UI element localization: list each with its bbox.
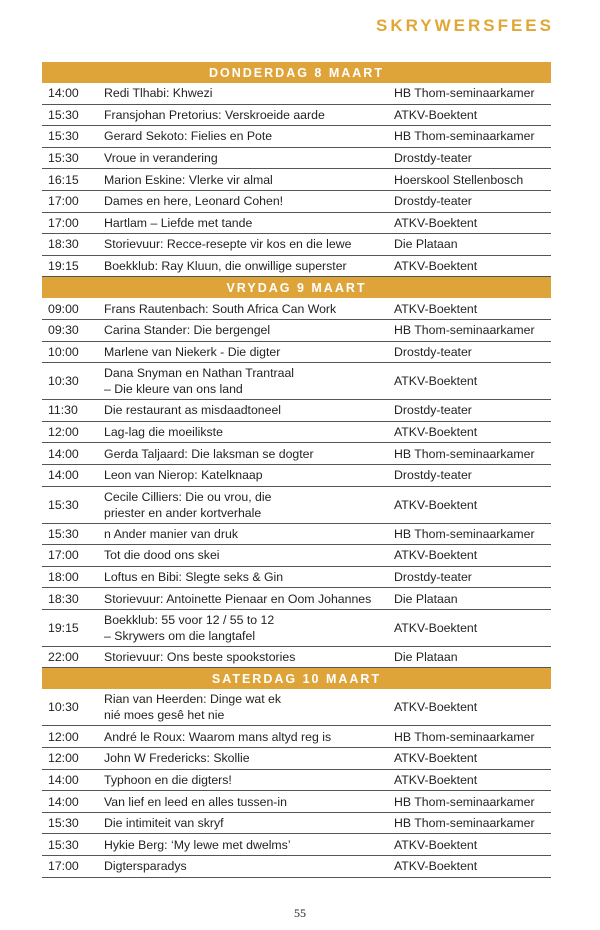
day-header: SATERDAG 10 MAART — [42, 668, 551, 689]
event-venue: HB Thom-seminaarkamer — [394, 129, 535, 144]
event-time: 14:00 — [48, 772, 79, 787]
schedule-row — [42, 443, 551, 465]
event-title: Boekklub: Ray Kluun, die onwillige superster — [104, 259, 347, 274]
schedule-row — [42, 813, 551, 835]
schedule-row — [42, 545, 551, 567]
event-time: 18:30 — [48, 591, 79, 606]
event-title: Fransjohan Pretorius: Verskroeide aarde — [104, 107, 325, 122]
event-venue: ATKV-Boektent — [394, 751, 478, 766]
schedule-row — [42, 487, 551, 524]
schedule-row — [42, 689, 551, 726]
event-title: Loftus en Bibi: Slegte seks & Gin — [104, 569, 284, 584]
section-title: SKRYWERSFEES — [375, 16, 554, 35]
festival-schedule — [42, 62, 551, 878]
event-title: Dana Snyman en Nathan Trantraal – Die kleure van ons land — [104, 366, 295, 397]
event-time: 19:15 — [48, 620, 79, 635]
event-time: 10:30 — [48, 374, 79, 389]
event-venue: ATKV-Boektent — [394, 497, 478, 512]
event-venue: ATKV-Boektent — [394, 259, 478, 274]
schedule-row — [42, 148, 551, 170]
event-title: Marion Eskine: Vlerke vir almal — [104, 172, 273, 187]
event-venue: ATKV-Boektent — [394, 837, 478, 852]
event-title: Gerda Taljaard: Die laksman se dogter — [104, 446, 314, 461]
event-title: Lag-lag die moeilikste — [104, 425, 223, 440]
event-venue: ATKV-Boektent — [394, 548, 478, 563]
event-title: Vroue in verandering — [104, 151, 218, 166]
event-title: John W Fredericks: Skollie — [104, 751, 250, 766]
event-venue: Drostdy-teater — [394, 569, 472, 584]
event-title: Storievuur: Ons beste spookstories — [104, 650, 296, 665]
event-time: 17:00 — [48, 859, 79, 874]
page-number: 55 — [294, 906, 306, 920]
event-venue: HB Thom-seminaarkamer — [394, 323, 535, 338]
schedule-row — [42, 726, 551, 748]
event-venue: Drostdy-teater — [394, 344, 472, 359]
event-title: Typhoon en die digters! — [104, 772, 232, 787]
event-title: Cecile Cilliers: Die ou vrou, die priester en ander kortverhale — [104, 489, 272, 520]
event-time: 09:30 — [48, 323, 79, 338]
day-header: DONDERDAG 8 MAART — [42, 62, 551, 83]
event-title: Hartlam – Liefde met tande — [104, 215, 253, 230]
event-title: Carina Stander: Die bergengel — [104, 323, 271, 338]
schedule-row — [42, 465, 551, 487]
schedule-row — [42, 126, 551, 148]
event-title: André le Roux: Waarom mans altyd reg is — [104, 729, 332, 744]
event-time: 14:00 — [48, 86, 79, 101]
event-title: Gerard Sekoto: Fielies en Pote — [104, 129, 273, 144]
event-time: 15:30 — [48, 151, 79, 166]
event-venue: Die Plataan — [394, 650, 458, 665]
event-venue: Drostdy-teater — [394, 468, 472, 483]
event-title: Die intimiteit van skryf — [104, 816, 224, 831]
event-venue: HB Thom-seminaarkamer — [394, 816, 535, 831]
event-venue: Die Plataan — [394, 237, 458, 252]
schedule-row — [42, 856, 551, 878]
schedule-row — [42, 791, 551, 813]
day-header: VRYDAG 9 MAART — [42, 277, 551, 298]
schedule-row — [42, 213, 551, 235]
event-venue: HB Thom-seminaarkamer — [394, 446, 535, 461]
event-time: 12:00 — [48, 751, 79, 766]
event-venue: ATKV-Boektent — [394, 425, 478, 440]
schedule-row — [42, 234, 551, 256]
event-time: 15:30 — [48, 129, 79, 144]
schedule-row — [42, 834, 551, 856]
event-venue: HB Thom-seminaarkamer — [394, 526, 535, 541]
event-title: Hykie Berg: ‘My lewe met dwelms’ — [104, 837, 291, 852]
event-venue: ATKV-Boektent — [394, 859, 478, 874]
event-time: 18:30 — [48, 237, 79, 252]
event-venue: ATKV-Boektent — [394, 107, 478, 122]
event-venue: ATKV-Boektent — [394, 374, 478, 389]
event-venue: ATKV-Boektent — [394, 700, 478, 715]
event-time: 15:30 — [48, 526, 79, 541]
event-time: 12:00 — [48, 729, 79, 744]
event-title: Frans Rautenbach: South Africa Can Work — [104, 301, 337, 316]
event-title: Leon van Nierop: Katelknaap — [104, 468, 263, 483]
event-title: Storievuur: Antoinette Pienaar en Oom Johannes — [104, 591, 372, 606]
schedule-row — [42, 588, 551, 610]
event-time: 17:00 — [48, 548, 79, 563]
event-time: 09:00 — [48, 301, 79, 316]
event-time: 17:00 — [48, 215, 79, 230]
event-time: 22:00 — [48, 650, 79, 665]
schedule-row — [42, 105, 551, 127]
event-venue: Drostdy-teater — [394, 194, 472, 209]
event-time: 15:30 — [48, 497, 79, 512]
event-title: Boekklub: 55 voor 12 / 55 to 12 – Skrywers om die langtafel — [104, 612, 275, 643]
schedule-row — [42, 610, 551, 647]
event-venue: ATKV-Boektent — [394, 301, 478, 316]
event-venue: ATKV-Boektent — [394, 215, 478, 230]
schedule-row — [42, 567, 551, 589]
event-title: Die restaurant as misdaadtoneel — [104, 403, 282, 418]
event-venue: Die Plataan — [394, 591, 458, 606]
event-title: Van lief en leed en alles tussen-in — [104, 794, 287, 809]
event-time: 17:00 — [48, 194, 79, 209]
event-title: n Ander manier van druk — [104, 526, 238, 541]
event-venue: HB Thom-seminaarkamer — [394, 794, 535, 809]
schedule-row — [42, 320, 551, 342]
event-title: Redi Tlhabi: Khwezi — [104, 86, 213, 101]
event-time: 15:30 — [48, 837, 79, 852]
event-time: 15:30 — [48, 816, 79, 831]
schedule-row — [42, 342, 551, 364]
event-venue: Hoerskool Stellenbosch — [394, 172, 524, 187]
event-time: 18:00 — [48, 569, 79, 584]
event-venue: Drostdy-teater — [394, 151, 472, 166]
event-title: Rian van Heerden: Dinge wat ek nié moes gesê het nie — [104, 692, 282, 723]
schedule-row — [42, 298, 551, 320]
event-title: Tot die dood ons skei — [104, 548, 220, 563]
schedule-row — [42, 647, 551, 669]
event-venue: ATKV-Boektent — [394, 772, 478, 787]
schedule-row — [42, 191, 551, 213]
event-time: 15:30 — [48, 107, 79, 122]
schedule-row — [42, 748, 551, 770]
event-time: 12:00 — [48, 425, 79, 440]
event-time: 14:00 — [48, 446, 79, 461]
schedule-row — [42, 770, 551, 792]
event-time: 10:30 — [48, 700, 79, 715]
event-venue: Drostdy-teater — [394, 403, 472, 418]
schedule-row — [42, 524, 551, 546]
event-time: 11:30 — [48, 403, 78, 418]
schedule-row — [42, 169, 551, 191]
event-venue: HB Thom-seminaarkamer — [394, 729, 535, 744]
event-title: Marlene van Niekerk - Die digter — [104, 344, 281, 359]
schedule-row — [42, 83, 551, 105]
schedule-row — [42, 422, 551, 444]
event-time: 19:15 — [48, 259, 79, 274]
event-title: Digtersparadys — [104, 859, 187, 874]
event-title: Storievuur: Recce-resepte vir kos en die lewe — [104, 237, 352, 252]
event-title: Dames en here, Leonard Cohen! — [104, 194, 284, 209]
event-time: 14:00 — [48, 468, 79, 483]
event-time: 10:00 — [48, 344, 79, 359]
event-venue: ATKV-Boektent — [394, 620, 478, 635]
event-venue: HB Thom-seminaarkamer — [394, 86, 535, 101]
event-time: 14:00 — [48, 794, 79, 809]
schedule-row — [42, 256, 551, 278]
schedule-row — [42, 400, 551, 422]
event-time: 16:15 — [48, 172, 79, 187]
schedule-row — [42, 363, 551, 400]
